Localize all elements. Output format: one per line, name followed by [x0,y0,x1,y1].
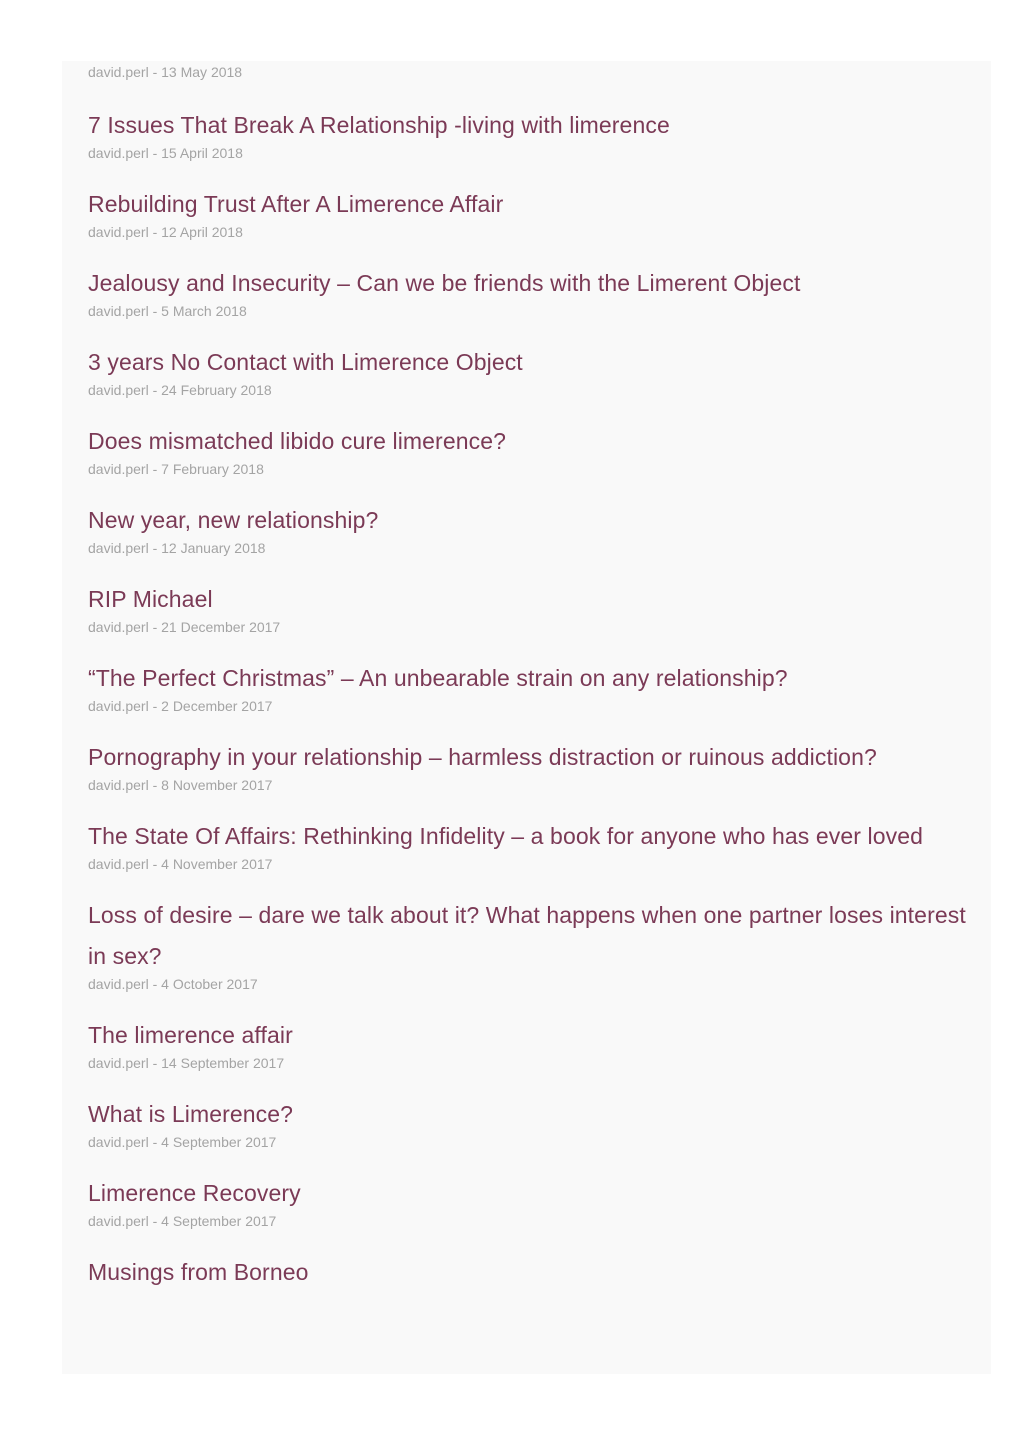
post-title-link[interactable]: 3 years No Contact with Limerence Object [88,349,523,375]
list-item [88,1173,968,1230]
post-meta: david.perl - 4 September 2017 [88,1213,277,1229]
post-title-link[interactable]: The State Of Affairs: Rethinking Infidelity – a book for anyone who has ever loved [88,823,923,849]
post-title-link[interactable]: Musings from Borneo [88,1259,309,1285]
post-title-link[interactable]: Limerence Recovery [88,1180,301,1206]
list-item [88,500,968,557]
post-title-link[interactable]: Pornography in your relationship – harmless distraction or ruinous addiction? [88,744,877,770]
list-item [88,816,968,873]
post-meta: david.perl - 4 September 2017 [88,1134,277,1150]
post-meta: david.perl - 4 November 2017 [88,856,273,872]
list-item [88,1015,968,1072]
post-meta: david.perl - 2 December 2017 [88,698,273,714]
post-meta: david.perl - 7 February 2018 [88,461,264,477]
post-title-link[interactable]: What is Limerence? [88,1101,294,1127]
post-meta: david.perl - 13 May 2018 [88,64,243,80]
post-meta: david.perl - 8 November 2017 [88,777,273,793]
post-title-link[interactable]: The limerence affair [88,1022,293,1048]
post-title-link[interactable]: 7 Issues That Break A Relationship -living with limerence [88,112,670,138]
list-item [88,737,968,794]
post-meta: david.perl - 4 October 2017 [88,976,258,992]
post-title-link[interactable]: RIP Michael [88,586,213,612]
post-meta: david.perl - 15 April 2018 [88,145,243,161]
post-meta: david.perl - 5 March 2018 [88,303,247,319]
list-item [88,1252,968,1293]
recent-posts-panel [62,61,991,1374]
list-item [88,421,968,478]
post-meta: david.perl - 12 April 2018 [88,224,243,240]
post-title-link[interactable]: Loss of desire – dare we talk about it? What happens when one partner loses interest in sex? [88,902,966,969]
list-item [88,895,968,993]
list-item [88,184,968,241]
list-item [88,1094,968,1151]
post-list [88,105,968,1315]
list-item [88,105,968,162]
list-item [88,263,968,320]
post-title-link[interactable]: Rebuilding Trust After A Limerence Affair [88,191,504,217]
list-item [88,579,968,636]
post-meta: david.perl - 12 January 2018 [88,540,266,556]
post-meta: david.perl - 21 December 2017 [88,619,281,635]
list-item [88,658,968,715]
post-meta: david.perl - 14 September 2017 [88,1055,285,1071]
post-title-link[interactable]: “The Perfect Christmas” – An unbearable strain on any relationship? [88,665,788,691]
list-item [88,342,968,399]
post-title-link[interactable]: Jealousy and Insecurity – Can we be friends with the Limerent Object [88,270,801,296]
post-title-link[interactable]: New year, new relationship? [88,507,379,533]
post-meta: david.perl - 24 February 2018 [88,382,272,398]
post-title-link[interactable]: Does mismatched libido cure limerence? [88,428,506,454]
